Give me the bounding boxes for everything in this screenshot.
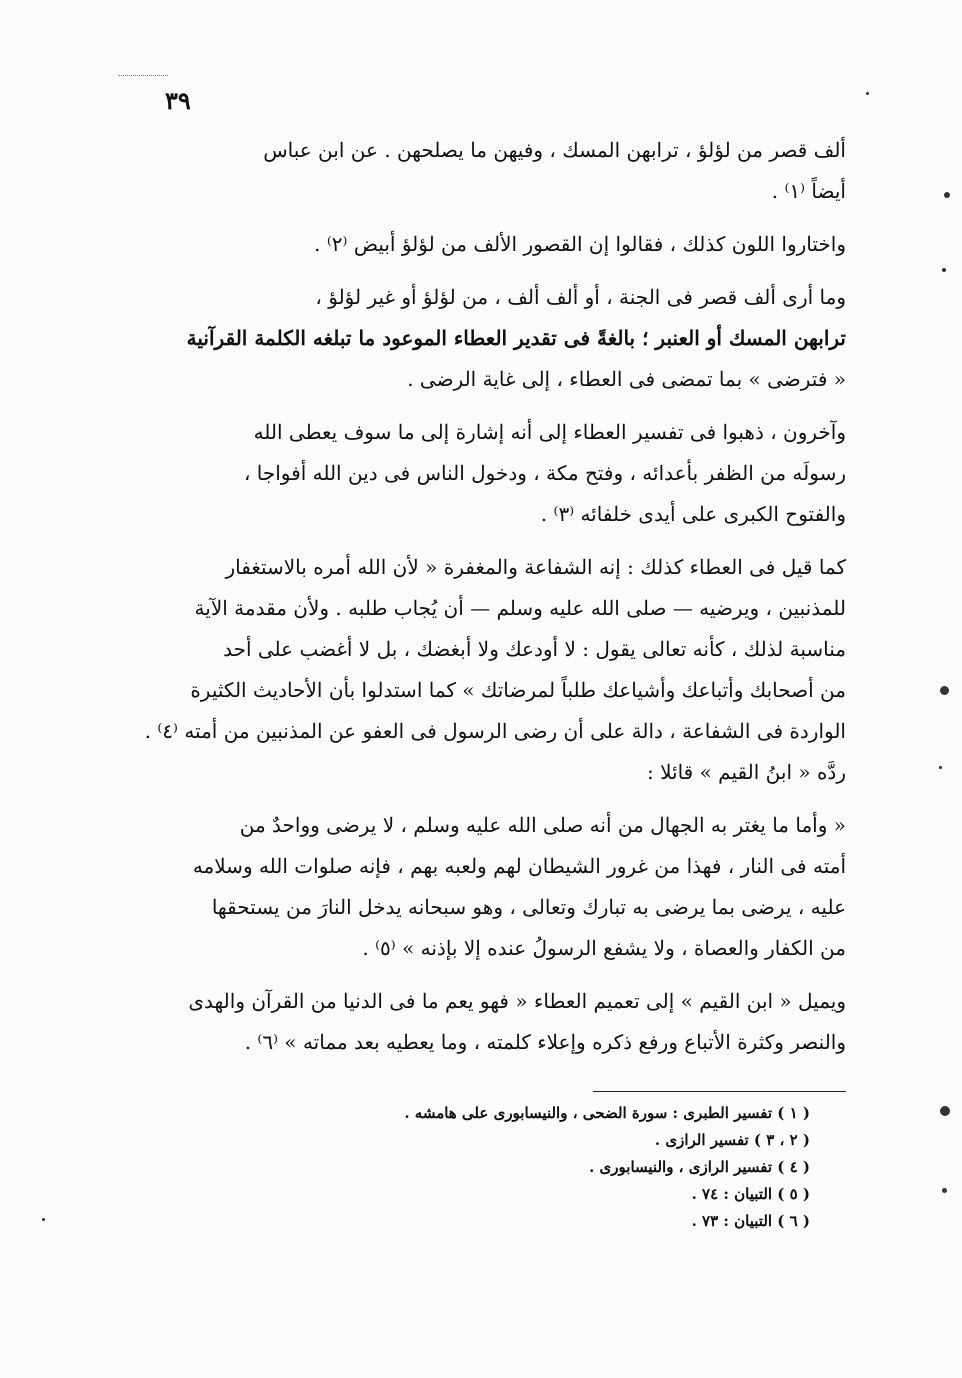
paragraph-5 xyxy=(144,547,846,793)
text-line: ألف قصر من لؤلؤ ، ترابهن المسك ، وفيهن ما يصلحهن . عن ابن عباس xyxy=(263,138,846,162)
text-line: أيضاً ⁽١⁾ . xyxy=(771,179,846,203)
text-line: رسولَه من الظفر بأعدائه ، وفتح مكة ، ودخول الناس فى دين الله أفواجا ، xyxy=(243,461,846,485)
scan-speck xyxy=(939,766,942,769)
scan-speck xyxy=(940,686,949,695)
text-line: والنصر وكثرة الأتباع ورفع ذكره وإعلاء كلمته ، وما يعطيه بعد مماته » ⁽٦⁾ . xyxy=(244,1030,846,1054)
scan-speck xyxy=(866,92,869,95)
footnote: ( ٦ ) التبيان : ٧٣ . xyxy=(691,1212,810,1230)
footnote: ( ٥ ) التبيان : ٧٤ . xyxy=(691,1185,810,1203)
text-line: مناسبة لذلك ، كأنه تعالى يقول : لا أودعك ولا أبغضك ، بل لا أغضب على أحد xyxy=(223,637,846,661)
scan-speck xyxy=(42,1218,45,1221)
text-line: من الكفار والعصاة ، ولا يشفع الرسولُ عنده إلا بإذنه » ⁽٥⁾ . xyxy=(362,936,846,960)
text-line: ردَّه « ابنُ القيم » قائلا : xyxy=(646,760,846,784)
scan-speck xyxy=(942,1188,947,1193)
text-line: « فترضى » بما تمضى فى العطاء ، إلى غاية الرضى . xyxy=(407,367,846,391)
footnote: ( ٢ ، ٣ ) تفسير الرازى . xyxy=(654,1131,810,1149)
paragraph-7 xyxy=(160,981,846,1063)
scan-dots xyxy=(118,75,168,77)
footnotes xyxy=(360,1100,810,1235)
paragraph-6 xyxy=(160,805,846,969)
scan-speck xyxy=(942,268,946,272)
text-line: ترابهن المسك أو العنبر ؛ بالغةً فى تقدير العطاء الموعود ما تبلغه الكلمة القرآنية xyxy=(186,326,846,350)
text-line: ويميل « ابن القيم » إلى تعميم العطاء « فهو يعم ما فى الدنيا من القرآن والهدى xyxy=(188,989,846,1013)
paragraph-3 xyxy=(160,277,846,400)
text-line: كما قيل فى العطاء كذلك : إنه الشفاعة والمغفرة « لأن الله أمره بالاستغفار xyxy=(225,555,846,579)
page-number: ٣٩ xyxy=(165,86,191,115)
paragraph-1 xyxy=(160,130,846,212)
text-line: والفتوح الكبرى على أيدى خلفائه ⁽٣⁾ . xyxy=(540,502,846,526)
text-line: للمذنبين ، ويرضيه — صلى الله عليه وسلم — أن يُجاب طلبه . ولأن مقدمة الآية xyxy=(194,596,846,620)
text-line: من أصحابك وأتباعك وأشياعك طلباً لمرضاتك » كما استدلوا بأن الأحاديث الكثيرة xyxy=(190,678,846,702)
text-line: وآخرون ، ذهبوا فى تفسير العطاء إلى أنه إشارة إلى ما سوف يعطى الله xyxy=(253,420,846,444)
paragraph-2 xyxy=(160,224,846,265)
body-text xyxy=(144,130,846,1075)
footnote: ( ١ ) تفسير الطبرى : سورة الضحى ، والنيسابورى على هامشه . xyxy=(404,1104,810,1122)
text-line: الواردة فى الشفاعة ، دالة على أن رضى الرسول فى العفو عن المذنبين من أمته ⁽٤⁾ . xyxy=(144,719,846,743)
text-line: واختاروا اللون كذلك ، فقالوا إن القصور الألف من لؤلؤ أبيض ⁽٢⁾ . xyxy=(314,232,846,256)
scan-speck xyxy=(944,192,950,198)
text-line: وما أرى ألف قصر فى الجنة ، أو ألف ألف ، من لؤلؤ أو غير لؤلؤ ، xyxy=(315,285,846,309)
text-line: أمته فى النار ، فهذا من غرور الشيطان لهم ولعبه بهم ، فإنه صلوات الله وسلامه xyxy=(192,854,846,878)
footnote: ( ٤ ) تفسير الرازى ، والنيسابورى . xyxy=(589,1158,810,1176)
text-line: عليه ، يرضى بما يرضى به تبارك وتعالى ، وهو سبحانه يدخل النارَ من يستحقها xyxy=(211,895,846,919)
scan-speck xyxy=(940,1106,950,1116)
text-line: « وأما ما يغتر به الجهال من أنه صلى الله عليه وسلم ، لا يرضى وواحدٌ من xyxy=(239,813,846,837)
footnote-divider xyxy=(593,1091,846,1092)
paragraph-4 xyxy=(160,412,846,535)
